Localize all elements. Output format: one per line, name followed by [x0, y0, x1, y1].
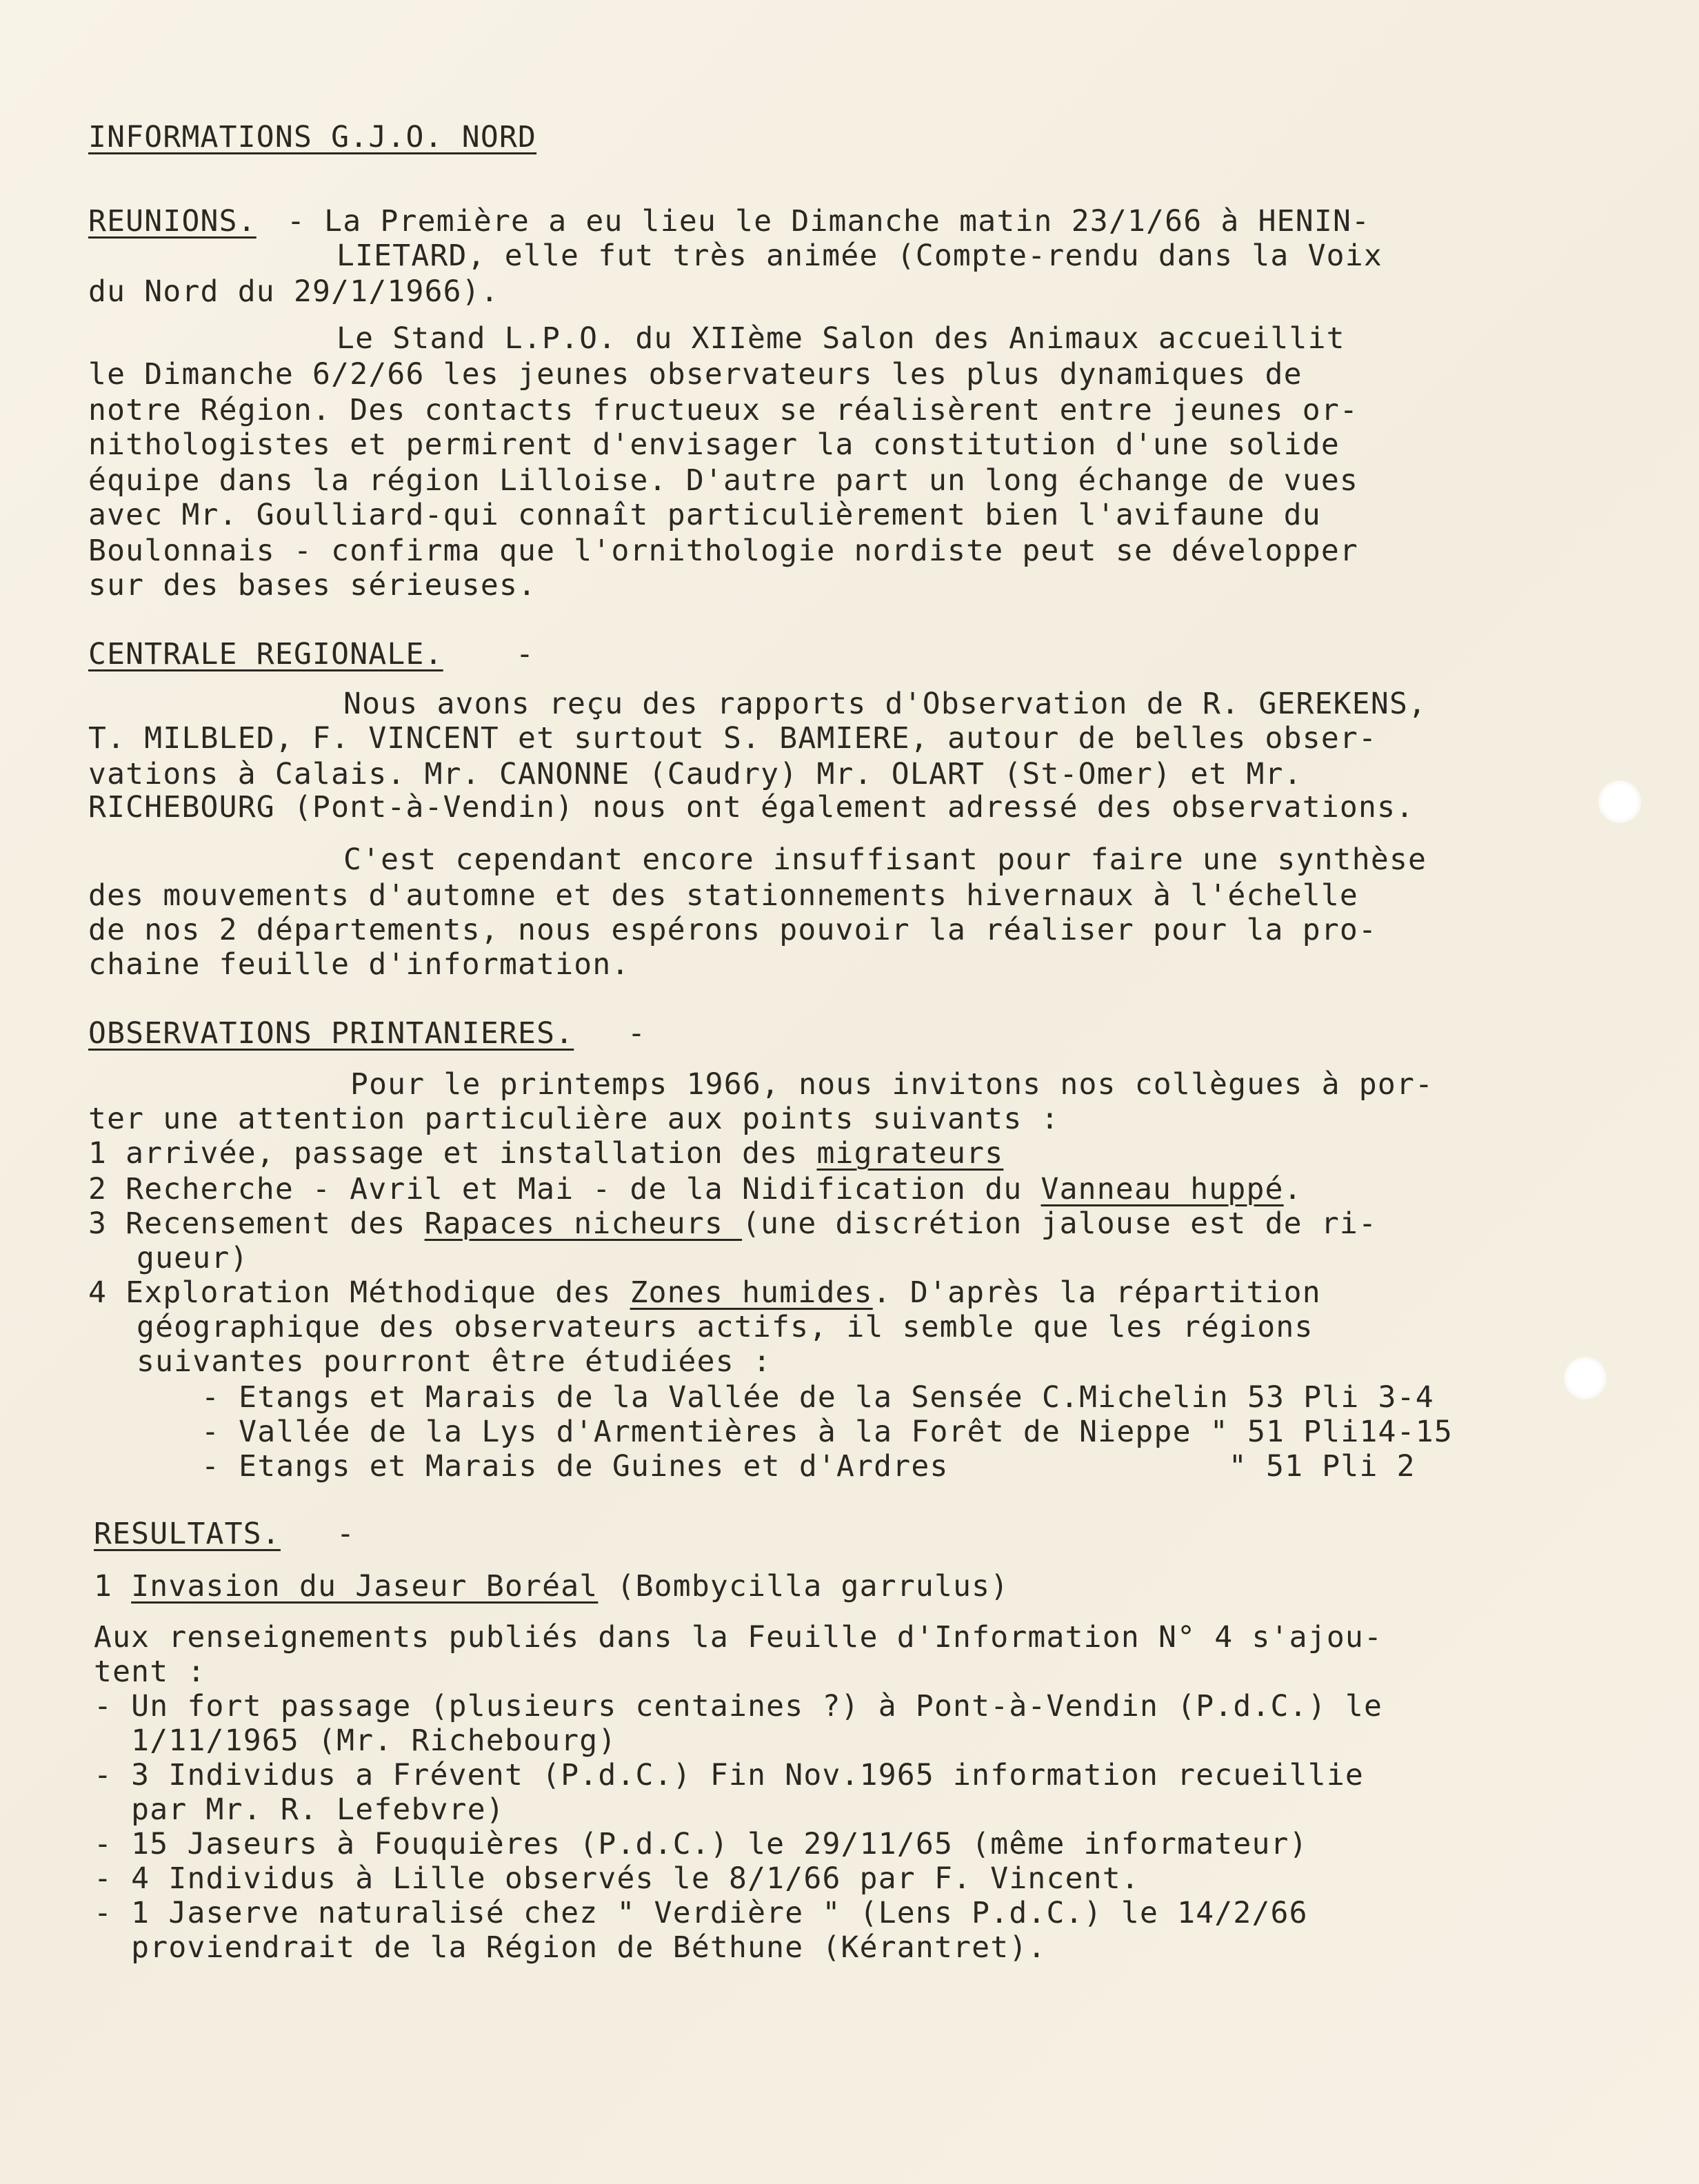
heading-reunions: REUNIONS. — [88, 204, 257, 239]
reunions-line-2: LIETARD, elle fut très animée (Compte-rendu dans la Voix — [336, 239, 1383, 273]
site-2: - Vallée de la Lys d'Armentières à la Forêt de Nieppe " 51 Pli14-15 — [201, 1415, 1453, 1449]
centrale-line-1: Nous avons reçu des rapports d'Observation de R. GEREKENS, — [343, 687, 1427, 721]
resultats-line-6: par Mr. R. Lefebvre) — [94, 1792, 505, 1827]
reunions-p2-line-3: notre Région. Des contacts fructueux se réalisèrent entre jeunes or- — [88, 393, 1358, 427]
reunions-p2-line-8: sur des bases sérieuses. — [88, 568, 537, 603]
heading-centrale: CENTRALE REGIONALE. — [88, 637, 443, 671]
reunions-p2-line-1: Le Stand L.P.O. du XIIème Salon des Animaux accueillit — [336, 321, 1345, 356]
observations-item-4: 4 Exploration Méthodique des Zones humides. D'après la répartition — [88, 1275, 1321, 1310]
resultats-line-10: proviendrait de la Région de Béthune (Kérantret). — [94, 1930, 1047, 1965]
punch-hole-lower — [1564, 1357, 1607, 1399]
observations-item-2: 2 Recherche - Avril et Mai - de la Nidification du Vanneau huppé. — [88, 1172, 1303, 1206]
resultats-line-4: 1/11/1965 (Mr. Richebourg) — [94, 1723, 617, 1758]
resultats-line-7: - 15 Jaseurs à Fouquières (P.d.C.) le 29/11/65 (même informateur) — [94, 1827, 1308, 1861]
resultats-line-9: - 1 Jaserve naturalisé chez " Verdière " (Lens P.d.C.) le 14/2/66 — [94, 1896, 1308, 1930]
centrale-p2-line-4: chaine feuille d'information. — [88, 947, 630, 982]
resultats-line-8: - 4 Individus à Lille observés le 8/1/66 par F. Vincent. — [94, 1861, 1140, 1896]
observations-heading-dash: - — [627, 1016, 647, 1051]
centrale-p2-line-3: de nos 2 départements, nous espérons pouvoir la réaliser pour la pro- — [88, 913, 1378, 947]
punch-hole-upper — [1598, 780, 1641, 823]
centrale-line-2: T. MILBLED, F. VINCENT et surtout S. BAMIERE, autour de belles obser- — [88, 721, 1378, 756]
reunions-line-3: du Nord du 29/1/1966). — [88, 274, 499, 309]
reunions-line-1: - La Première a eu lieu le Dimanche matin 23/1/66 à HENIN- — [287, 204, 1371, 239]
observations-item-4-cont-1: géographique des observateurs actifs, il semble que les régions — [137, 1310, 1314, 1344]
observations-item-3: 3 Recensement des Rapaces nicheurs (une discrétion jalouse est de ri- — [88, 1206, 1378, 1241]
observations-intro-2: ter une attention particulière aux points suivants : — [88, 1102, 1060, 1136]
reunions-p2-line-4: nithologistes et permirent d'envisager la constitution d'une solide — [88, 427, 1340, 462]
reunions-p2-line-2: le Dimanche 6/2/66 les jeunes observateurs les plus dynamiques de — [88, 357, 1303, 392]
resultats-line-3: - Un fort passage (plusieurs centaines ?) à Pont-à-Vendin (P.d.C.) le — [94, 1689, 1383, 1723]
resultats-line-1: Aux renseignements publiés dans la Feuille d'Information N° 4 s'ajou- — [94, 1620, 1383, 1655]
centrale-p2-line-2: des mouvements d'automne et des stationnements hivernaux à l'échelle — [88, 878, 1358, 913]
heading-resultats: RESULTATS. — [94, 1517, 281, 1551]
resultats-line-2: tent : — [94, 1655, 206, 1689]
reunions-p2-line-5: équipe dans la région Lilloise. D'autre part un long échange de vues — [88, 463, 1358, 498]
centrale-p2-line-1: C'est cependant encore insuffisant pour faire une synthèse — [343, 842, 1427, 877]
observations-item-4-cont-2: suivantes pourront être étudiées : — [137, 1344, 772, 1379]
reunions-p2-line-7: Boulonnais - confirma que l'ornithologie nordiste peut se développer — [88, 534, 1358, 568]
observations-intro-1: Pour le printemps 1966, nous invitons nos collègues à por- — [350, 1067, 1434, 1102]
resultats-line-5: - 3 Individus a Frévent (P.d.C.) Fin Nov.1965 information recueillie — [94, 1758, 1364, 1792]
page-title: INFORMATIONS G.J.O. NORD — [88, 120, 537, 154]
heading-observations: OBSERVATIONS PRINTANIERES. — [88, 1016, 574, 1051]
site-1: - Etangs et Marais de la Vallée de la Sensée C.Michelin 53 Pli 3-4 — [201, 1380, 1434, 1415]
site-3: - Etangs et Marais de Guines et d'Ardres " 51 Pli 2 — [201, 1449, 1416, 1484]
reunions-p2-line-6: avec Mr. Goulliard-qui connaît particulièrement bien l'avifaune du — [88, 498, 1321, 532]
resultats-heading-dash: - — [336, 1517, 356, 1551]
observations-item-1: 1 arrivée, passage et installation des migrateurs — [88, 1136, 1004, 1171]
centrale-line-4: RICHEBOURG (Pont-à-Vendin) nous ont également adressé des observations. — [88, 790, 1415, 825]
observations-item-3-cont: gueur) — [137, 1241, 249, 1275]
centrale-heading-dash: - — [516, 637, 535, 671]
centrale-line-3: vations à Calais. Mr. CANONNE (Caudry) Mr. OLART (St-Omer) et Mr. — [88, 757, 1303, 791]
resultats-subheading: 1 Invasion du Jaseur Boréal (Bombycilla garrulus) — [94, 1569, 1009, 1604]
